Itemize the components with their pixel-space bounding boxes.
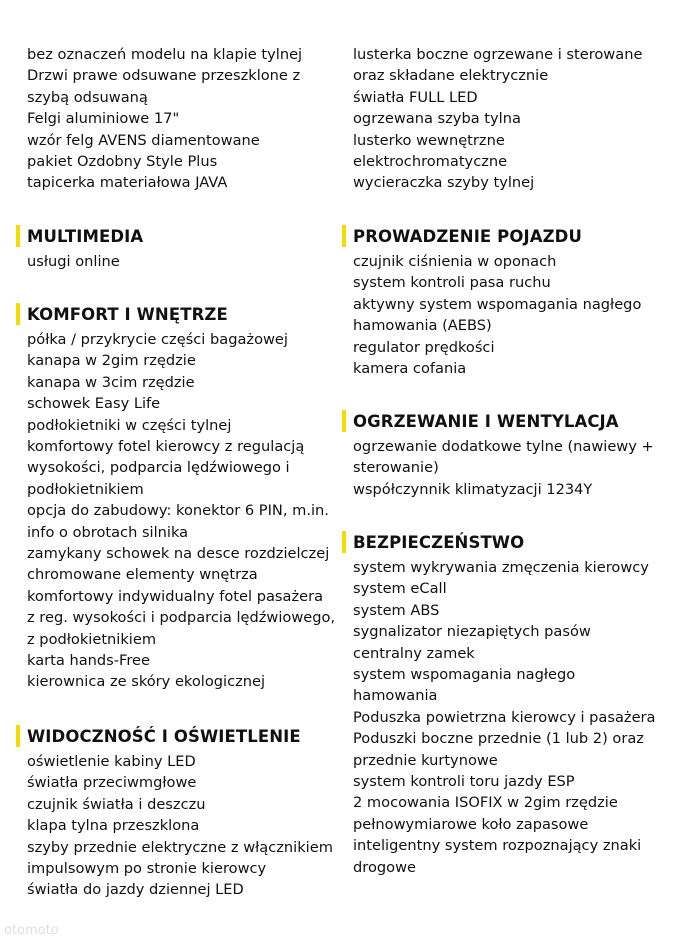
list-item: hamowania (AEBS) xyxy=(353,317,492,335)
list-item: tapicerka materiałowa JAVA xyxy=(27,174,228,192)
list-item: Poduszka powietrzna kierowcy i pasażera xyxy=(353,708,656,726)
list-item: światła do jazdy dziennej LED xyxy=(27,881,244,899)
list-item: pełnowymiarowe koło zapasowe xyxy=(353,815,589,833)
list-item: impulsowym po stronie kierowcy xyxy=(27,860,267,877)
list-item: inteligentny system rozpoznający znaki xyxy=(353,837,642,855)
list-item: komfortowy indywidualny fotel pasażera xyxy=(27,587,324,605)
list-item: światła FULL LED xyxy=(353,88,478,106)
list-item: chromowane elementy wnętrza xyxy=(27,566,258,584)
list-item: wysokości, podparcia lędźwiowego i xyxy=(27,459,290,477)
list-item: ogrzewanie dodatkowe tylne (nawiewy + xyxy=(353,438,654,455)
list-item: podłokietnikiem xyxy=(27,480,144,498)
section-title: BEZPIECZEŃSTWO xyxy=(353,532,525,552)
accent-bar xyxy=(16,303,20,325)
list-item: lusterka boczne ogrzewane i sterowane xyxy=(353,46,643,63)
list-item: oraz składane elektrycznie xyxy=(353,67,549,85)
list-item: komfortowy fotel kierowcy z regulacją xyxy=(27,438,305,455)
list-item: system wykrywania zmęczenia kierowcy xyxy=(353,559,649,576)
section-heading-prowadzenie xyxy=(342,225,582,247)
list-item: system ABS xyxy=(353,601,440,619)
list-item: podłokietniki w części tylnej xyxy=(27,416,232,434)
list-item: Drzwi prawe odsuwane przeszklone z xyxy=(27,67,301,85)
list-item: oświetlenie kabiny LED xyxy=(27,753,196,770)
list-item: sygnalizator niezapiętych pasów xyxy=(353,623,591,641)
list-item: karta hands-Free xyxy=(27,652,150,669)
list-item: info o obrotach silnika xyxy=(27,523,189,541)
list-item: wzór felg AVENS diamentowane xyxy=(27,131,260,149)
list-item: wycieraczka szyby tylnej xyxy=(353,174,535,192)
list-item: ogrzewana szyba tylna xyxy=(353,110,521,128)
list-item: system wspomagania nagłego xyxy=(353,666,576,683)
list-item: pakiet Ozdobny Style Plus xyxy=(27,153,218,170)
list-item: sterowanie) xyxy=(353,459,439,477)
list-item: klapa tylna przeszklona xyxy=(27,817,200,835)
list-item: półka / przykrycie części bagażowej xyxy=(27,331,288,348)
section-title: WIDOCZNOŚĆ I OŚWIETLENIE xyxy=(27,726,301,746)
list-item: kanapa w 2gim rzędzie xyxy=(27,352,196,370)
list-item: czujnik ciśnienia w oponach xyxy=(353,253,557,270)
accent-bar xyxy=(342,531,346,553)
section-heading-widocznosc xyxy=(16,725,301,747)
accent-bar xyxy=(16,725,20,747)
list-item: kanapa w 3cim rzędzie xyxy=(27,373,195,391)
list-item: usługi online xyxy=(27,253,120,270)
list-item: bez oznaczeń modelu na klapie tylnej xyxy=(27,46,303,63)
list-item: z reg. wysokości i podparcia lędźwiowego, xyxy=(27,609,336,627)
list-item: system kontroli toru jazdy ESP xyxy=(353,773,575,790)
list-item: lusterko wewnętrzne xyxy=(353,131,505,149)
accent-bar xyxy=(342,410,346,432)
accent-bar xyxy=(16,225,20,247)
list-item: system kontroli pasa ruchu xyxy=(353,274,551,292)
list-item: współczynnik klimatyzacji 1234Y xyxy=(353,480,593,498)
list-item: hamowania xyxy=(353,687,438,705)
list-item: kierownica ze skóry ekologicznej xyxy=(27,673,266,691)
list-item: Felgi aluminiowe 17" xyxy=(27,110,180,128)
list-item: czujnik światła i deszczu xyxy=(27,795,206,813)
section-title: OGRZEWANIE I WENTYLACJA xyxy=(353,411,619,431)
list-item: kamera cofania xyxy=(353,360,467,377)
section-heading-ogrzewanie xyxy=(342,410,619,432)
list-item: szybą odsuwaną xyxy=(27,88,148,106)
accent-bar xyxy=(342,225,346,247)
list-item: elektrochromatyczne xyxy=(353,153,508,170)
list-item: przednie kurtynowe xyxy=(353,751,498,769)
section-heading-bezpieczenstwo xyxy=(342,531,524,553)
list-item: aktywny system wspomagania nagłego xyxy=(353,295,642,313)
section-heading-komfort xyxy=(16,303,228,325)
list-item: światła przeciwmgłowe xyxy=(27,774,197,792)
list-item: zamykany schowek na desce rozdzielczej xyxy=(27,545,330,562)
section-title: PROWADZENIE POJAZDU xyxy=(353,226,582,246)
section-heading-multimedia xyxy=(16,225,143,247)
list-item: 2 mocowania ISOFIX w 2gim rzędzie xyxy=(353,794,618,812)
watermark-logo: otomoto xyxy=(4,923,59,938)
list-item: schowek Easy Life xyxy=(27,395,161,413)
list-item: system eCall xyxy=(353,580,447,598)
list-item: regulator prędkości xyxy=(353,338,495,356)
list-item: z podłokietnikiem xyxy=(27,630,157,648)
list-item: drogowe xyxy=(353,858,416,876)
section-title: MULTIMEDIA xyxy=(27,226,144,246)
section-title: KOMFORT I WNĘTRZE xyxy=(27,304,228,324)
list-item: opcja do zabudowy: konektor 6 PIN, m.in. xyxy=(27,502,329,520)
list-item: szyby przednie elektryczne z włącznikiem xyxy=(27,838,333,856)
list-item: centralny zamek xyxy=(353,644,475,662)
list-item: Poduszki boczne przednie (1 lub 2) oraz xyxy=(353,730,644,748)
